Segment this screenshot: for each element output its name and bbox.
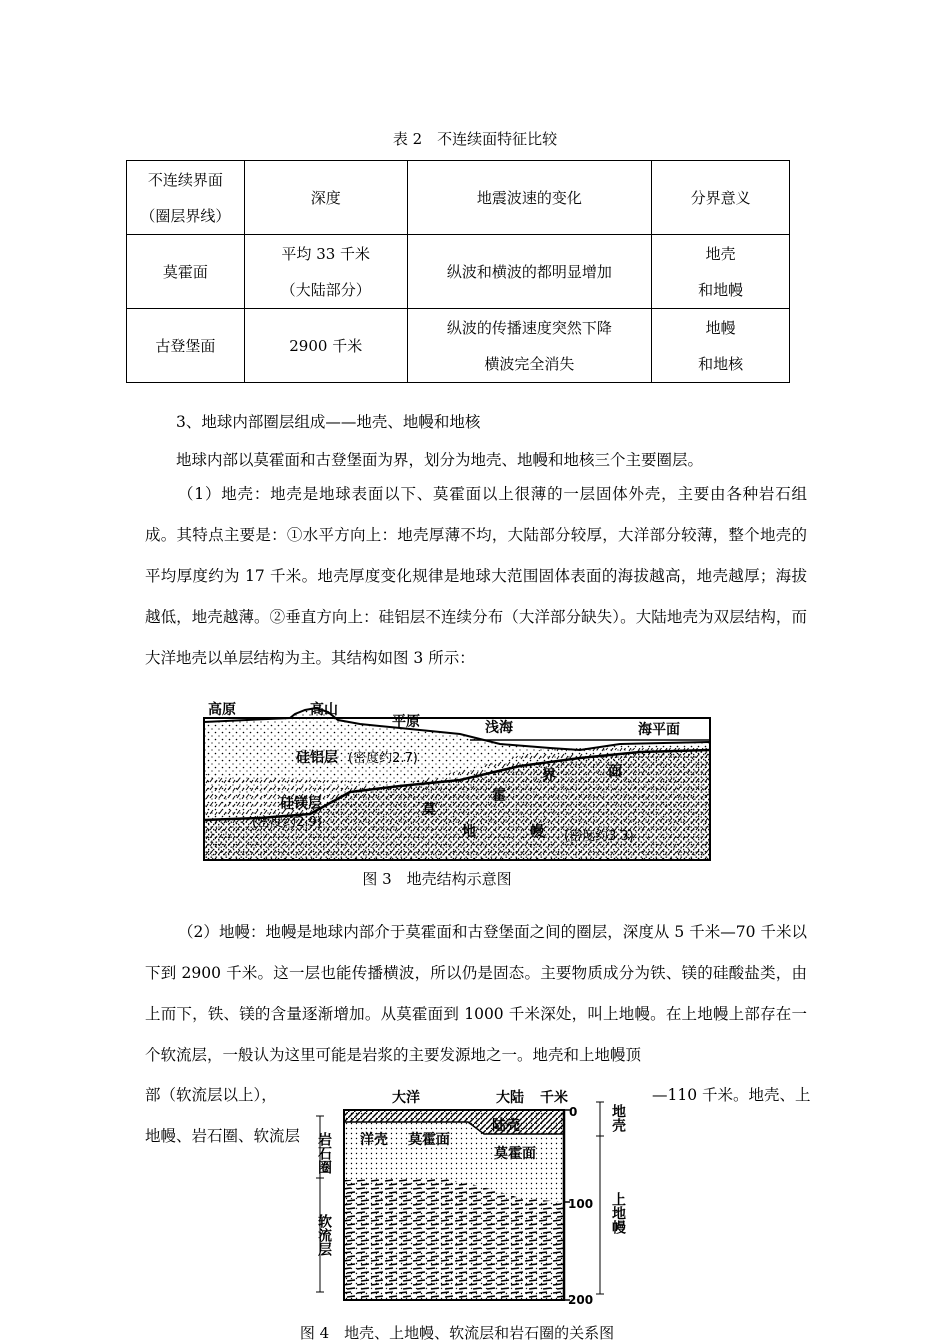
mantle-line-b-left: 地幔、岩石圈、软流层	[145, 1127, 301, 1145]
label-mantle-density: (密度约3.3)	[564, 829, 634, 844]
label-oceanic-crust: 洋壳	[360, 1132, 388, 1148]
table-header-row	[127, 161, 790, 235]
mantle-line-a-right: —110 千米。地壳、上	[652, 1086, 811, 1104]
header-cell: 地震波速的变化	[407, 161, 652, 235]
label-moho-4: 面	[608, 764, 622, 780]
label-plain: 平原	[392, 714, 420, 730]
table-row	[127, 309, 790, 383]
table-cell: 莫霍面	[127, 235, 245, 309]
crust-paragraph: （1）地壳：地壳是地球表面以下、莫霍面以上很薄的一层固体外壳，主要由各种岩石组成。其特点主要是：①水平方向上：地壳厚薄不均，大陆部分较厚，大洋部分较薄，整个地壳的平均厚度约为 17 千米。地壳厚度变化规律是地球大范围固体表面的海拔越高，地壳越厚；海拔越低，地壳越薄。②垂直方向上：硅铝层不连续分布（大洋部分缺失）。大陆地壳为双层结构，而大洋地壳以单层结构为主。其结构如图 3 所示：	[145, 485, 807, 667]
section-heading: 3、地球内部圈层组成——地壳、地幔和地核	[176, 413, 481, 431]
table-cell: 纵波和横波的都明显增加	[407, 235, 652, 309]
comparison-table	[126, 160, 790, 383]
tick-100: 100	[568, 1197, 594, 1211]
label-sea-level: 海平面	[638, 722, 680, 738]
label-sial: 硅铝层	[296, 750, 338, 766]
label-mantle-2: 幔	[530, 824, 544, 840]
table-cell: 2900 千米	[244, 309, 407, 383]
label-km: 千米	[540, 1090, 568, 1106]
label-crust: 地壳	[610, 1104, 626, 1132]
label-mantle-1: 地	[462, 824, 476, 840]
label-lithosphere: 岩石圈	[316, 1132, 332, 1174]
label-continental-crust: 陆壳	[492, 1118, 520, 1134]
label-ocean: 大洋	[392, 1090, 420, 1106]
mantle-line-a-left: 部（软流层以上），	[145, 1086, 277, 1104]
table-row	[127, 235, 790, 309]
label-shallow-sea: 浅海	[485, 720, 513, 736]
tick-0: 0	[569, 1105, 578, 1119]
label-moho-3: 界	[542, 768, 556, 784]
crust-structure-figure	[200, 696, 712, 864]
label-plateau: 高原	[208, 702, 236, 718]
table-caption: 表 2 不连续面特征比较	[392, 130, 558, 148]
label-moho-1: 莫	[422, 802, 436, 818]
label-sima: 硅镁层	[280, 796, 322, 812]
label-asthenosphere: 软流层	[316, 1214, 332, 1256]
label-mountain: 高山	[310, 702, 338, 718]
label-moho-right: 莫霍面	[494, 1146, 536, 1162]
table-cell: 纵波的传播速度突然下降 横波完全消失	[407, 309, 652, 383]
mantle-paragraph: （2）地幔：地幔是地球内部介于莫霍面和古登堡面之间的圈层，深度从 5 千米—70 千米以下到 2900 千米。这一层也能传播横波，所以仍是固态。主要物质成分为铁、镁的硅酸盐类，由上而下，铁、镁的含量逐渐增加。从莫霍面到 1000 千米深处，叫上地幔。在上地幔上部存在一个软流层，一般认为这里可能是岩浆的主要发源地之一。地壳和上地幔顶	[145, 923, 807, 1064]
table-cell: 古登堡面	[127, 309, 245, 383]
tick-200: 200	[568, 1293, 594, 1307]
figure3-caption: 图 3 地壳结构示意图	[362, 870, 512, 888]
table-cell: 平均 33 千米 （大陆部分）	[244, 235, 407, 309]
header-cell: 分界意义	[652, 161, 790, 235]
label-sima-density: (密度约2.9)	[252, 815, 322, 830]
header-cell: 深度	[244, 161, 407, 235]
table-cell: 地壳 和地幔	[652, 235, 790, 309]
intro-paragraph: 地球内部以莫霍面和古登堡面为界，划分为地壳、地幔和地核三个主要圈层。	[176, 451, 704, 469]
header-cell: 不连续界面 （圈层界线）	[127, 161, 245, 235]
label-moho-left: 莫霍面	[408, 1132, 450, 1148]
table-cell: 地幔 和地核	[652, 309, 790, 383]
label-continent: 大陆	[496, 1090, 524, 1106]
figure4-caption: 图 4 地壳、上地幔、软流层和岩石圈的关系图	[299, 1324, 615, 1342]
lithosphere-figure	[300, 1082, 636, 1308]
label-moho-2: 霍	[492, 788, 506, 804]
label-sial-density: (密度约2.7)	[348, 751, 418, 766]
label-upper-mantle: 上地幔	[610, 1192, 626, 1234]
